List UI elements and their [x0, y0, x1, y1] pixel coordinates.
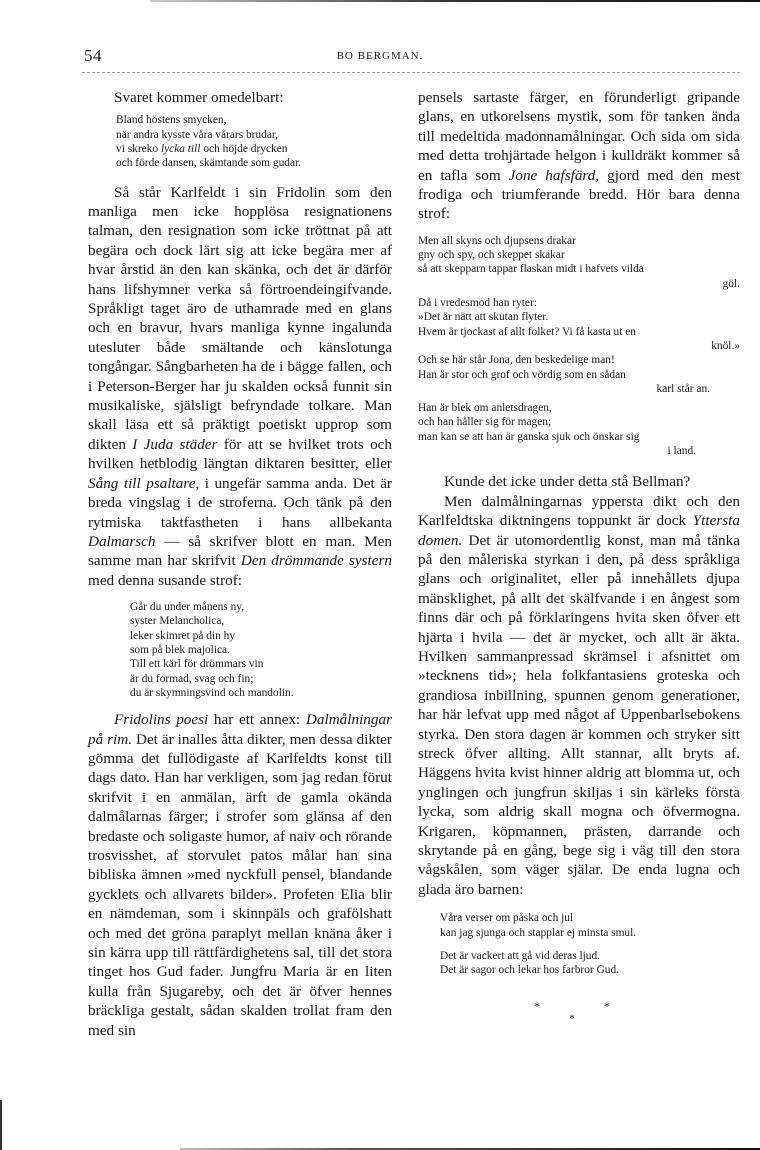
paragraph-continuation [418, 88, 740, 224]
paragraph-yttersta-domen [418, 492, 740, 900]
paragraph-text: Så står Karlfeldt i sin Fridolin som den manliga men icke hopplösa resignationens talman, den resignation som icke tröttnat på att begära och dock lärt sig att icke begära mer af hvar årstid än den kan skänka, och det är därför hans lifshymner verka så förtroendeingifvande. Språkligt taget äro de uthamrade med en glans och en bravur, hvars manliga kynne ingalunda utesluter både smältande och känslotunga tongångar. Sångbarheten ha de i bägge fallen, och i Peterson-Berger har ju skalden också funnit sin musikaliske, själsligt befryndade tolkare. Man skall läsa ett så präktigt poetiskt upprop som dikten [88, 183, 392, 453]
verse-line: Och se här står Jona, den beskedelige man! [418, 354, 615, 367]
verse-line: »Det är nätt att skutan flyter. [418, 311, 549, 324]
verse-line: gny och spy, och skeppet skakar [418, 249, 565, 262]
paragraph-text: Det är utomordentlig konst, man må tänka på den måleriska styrkan i den, på dess språkliga glans och originalitet, eller på innehållets djupa mänsklighet, på allt det skälfvande i en ångest som finns där och på förklaringens hvita sken öfver ett hjärta i hvila — det är mycket, och allt är äkta. Hvilken sammanpressad skrämsel i afsnittet om »tecknens tid»; hela folkfantasiens groteska och grandiosa inbillning, spunnen genom generationer, har här lefvat upp med något af Uppenbarlsebokens styrka. Den stora dagen är kommen och stryker sitt streck öfver allting. Allt stannar, allt bryts af. Häggens hvita kvist hinner aldrig att blomma ut, och ynglingen och jungfrun skiljas i sin kärleks första lycka, som aldrig skall mogna och öfvermogna. Krigaren, köpmannen, prästen, darrande och skrytande på en gång, bege sig i väg till den stora vågskålen, som väger själar. De enda lugna och glada äro barnen: [418, 531, 740, 898]
section-break-asterism [418, 999, 740, 1039]
paragraph-text: , i ungefär samma anda. Det är breda vingslag i de stroferna. Och tänk på den rytmiska taktfastheten i hans allbekanta [88, 474, 392, 531]
verse-line: leker skimret på din hy [130, 629, 236, 642]
verse-block-1 [116, 113, 392, 170]
verse-line [116, 142, 392, 156]
verse-line-continuation: knöl.» [711, 339, 740, 352]
work-title: Dalmålningar på rim. [88, 711, 392, 748]
paragraph-text: — så skrifver blott en man. Men samme man har skrifvit [88, 532, 392, 570]
paragraph-bellman: Kunde det icke under detta stå Bellman? [444, 473, 691, 491]
verse-line: man kan se att han är ganska sjuk och önskar sig [418, 430, 640, 443]
verse-block-3 [418, 234, 740, 458]
paragraph-text: har ett annex: [208, 711, 306, 729]
verse-line: Går du under månens ny, [130, 601, 245, 614]
verse-block-2 [130, 600, 392, 700]
scan-edge-top [150, 0, 760, 2]
work-title: Fridolins poesi [114, 711, 209, 729]
verse-line: Han är blek om anletsdragen, [418, 402, 552, 415]
verse-line: Då i vredesmod han ryter: [418, 297, 537, 310]
verse-line: Men all skyns och djupsens drakar [418, 234, 576, 247]
paragraph-text: Men dalmålningarnas yppersta dikt och den Karlfeldtska diktningens toppunkt är dock [418, 492, 740, 530]
paragraph-text: för att se hvilket trots och hvilken hetblodig längtan diktaren besitter, eller [88, 435, 392, 473]
lead-in-text: Svaret kommer omedelbart: [114, 89, 284, 106]
verse-line: Det är vackert att gå vid deras ljud. [440, 949, 601, 962]
asterisk-icon: * [534, 999, 540, 1014]
verse-line: när andra kysste våra vårars brudar, [116, 128, 279, 141]
right-column [418, 88, 740, 1039]
verse-line-continuation: i land. [667, 445, 696, 457]
verse-line: Våra verser om påska och jul [440, 912, 574, 925]
verse-line: och förde dansen, skämtande som gudar. [116, 157, 302, 170]
verse-line-continuation: karl står an. [656, 382, 710, 395]
italic-phrase: lycka till [160, 143, 201, 155]
asterisk-icon: * [604, 999, 610, 1014]
verse-line: är du formad, svag och fin; [130, 672, 254, 685]
page-number: 54 [84, 46, 102, 65]
paragraph-text: gjord med den mest frodiga och triumferande bredd. Hör bara denna strof: [418, 166, 740, 223]
work-title: Jone hafsfärd, [508, 166, 600, 184]
paragraph-text: Det är inalles åtta dikter, men dessa dikter gömma det fullödigaste af Karlfeldts konst till dags dato. Han har verkligen, som jag redan förut skrifvit i en anmälan, ärft de gamla okända dalmålarnas färger; i strofer som glänsa af den bredaste och soligaste humor, af naiv och rörande trosvisshet, af storvulet patos målar han sina bibliska ämnen »med nyckfull pensel, blandande gycklets och allvarets bilder». Profeten Elia blir en nämdeman, som i skinnpäls och grafölshatt och med det gröna paraplyt mellan knäna åker i sin kärra upp till rättfärdighetens sal, till det stora tinget hos Gud fader. Jungfru Maria är en liten kulla från Sjugareby, och det är öfver hennes bräckliga gestalt, sådan skalden trollat fram den med sin [88, 730, 392, 1039]
work-title: I Juda städer [132, 435, 218, 453]
verse-line-continuation: göl. [722, 277, 740, 290]
paragraph-text: pensels sartaste färger, en förunderligt gripande glans, en utkorelsens mystik, som för tanken ända till medeltida madonnamålningar. Och sida om sida med detta trohjärtade helgon i kulldräkt kommer så en tafla som [418, 89, 740, 184]
verse-text: och höjde drycken [200, 143, 288, 155]
verse-line: syster Melancholica, [130, 615, 225, 628]
verse-line: så att skepparn tappar flaskan midt i hafvets vilda [418, 263, 644, 276]
verse-line: Han är stor och grof och vördig som en sådan [418, 368, 626, 381]
verse-line: som på blek majolica. [130, 644, 230, 657]
work-title: Sång till psaltare [88, 474, 196, 492]
left-column [88, 88, 392, 1040]
verse-line: Hvem är tjockast af allt folket? Vi få kasta ut en [418, 325, 636, 338]
verse-line: och han håller sig för magen; [418, 416, 552, 429]
running-title: BO BERGMAN. [336, 50, 424, 62]
verse-block-4 [440, 911, 740, 977]
paragraph-dalmalningar [88, 710, 392, 1040]
paragraph-karlfeldt-fridolin [88, 183, 392, 591]
scan-edge-left [0, 1100, 2, 1150]
header-rule [82, 72, 740, 73]
verse-text: vi skreko [116, 143, 161, 155]
verse-line: Bland höstens smycken, [116, 114, 227, 127]
verse-line: Det är sagor och lekar hos farbror Gud. [440, 964, 620, 977]
paragraph-text: med denna susande strof: [88, 571, 242, 589]
work-title: Den drömmande systern [240, 552, 392, 570]
stanza-gap [440, 940, 740, 949]
verse-line: Till ett kärl för drömmars vin [130, 658, 264, 671]
work-title: Dalmarsch [88, 532, 156, 550]
verse-line: du är skymningsvind och mandolin. [130, 686, 294, 699]
work-title: Yttersta domen. [418, 512, 740, 549]
asterisk-icon: * [569, 1011, 575, 1026]
verse-line: kan jag sjunga och stapplar ej minsta smul. [440, 926, 637, 939]
